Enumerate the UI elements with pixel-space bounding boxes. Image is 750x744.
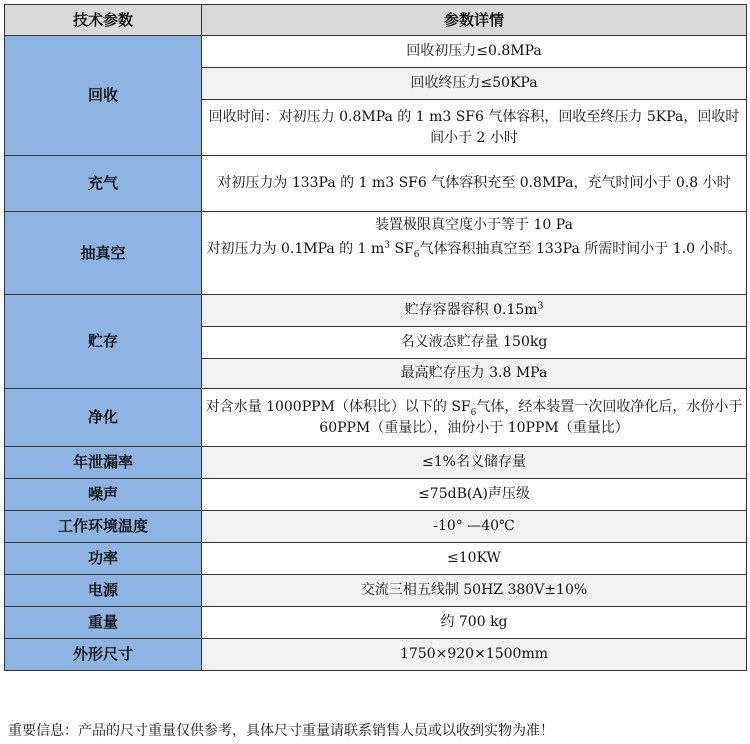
detail-supply: 交流三相五线制 50HZ 380V±10% — [202, 575, 747, 607]
disclaimer-note: 重要信息：产品的尺寸重量仅供参考，具体尺寸重量请联系销售人员或以收到实物为准！ — [8, 723, 554, 739]
table-row — [5, 479, 747, 511]
detail-power: ≤10KW — [202, 543, 747, 575]
param-storage: 贮存 — [5, 295, 202, 389]
table-row — [5, 607, 747, 639]
param-temp: 工作环境温度 — [5, 511, 202, 543]
table-row — [5, 447, 747, 479]
detail-storage-1: 贮存容器容积 $0.15m^3$ — [202, 295, 747, 327]
detail-weight: 约 700 kg — [202, 607, 747, 639]
param-leak: 年泄漏率 — [5, 447, 202, 479]
param-recovery: 回收 — [5, 36, 202, 156]
table-row — [5, 389, 747, 447]
detail-recovery-3: 回收时间：对初压力 0.8MPa 的 1 m3 SF6 气体容积，回收至终压力 5KPa，回收时间小于 2 小时 — [202, 100, 747, 156]
detail-recovery-1: 回收初压力≤0.8MPa — [202, 36, 747, 68]
detail-recovery-2: 回收终压力≤50KPa — [202, 68, 747, 100]
detail-purify: 对含水量 1000PPM（体积比）以下的 $SF_6$气体，经本装置一次回收净化后，水份小于 60PPM（重量比），油份小于 10PPM（重量比） — [202, 389, 747, 447]
table-row — [5, 36, 747, 68]
table-row — [5, 511, 747, 543]
table-row — [5, 156, 747, 212]
table-row — [5, 212, 747, 239]
table-row — [5, 639, 747, 671]
table-row — [5, 575, 747, 607]
detail-noise: ≤75dB(A)声压级 — [202, 479, 747, 511]
header-row — [5, 5, 747, 36]
param-size: 外形尺寸 — [5, 639, 202, 671]
param-purify: 净化 — [5, 389, 202, 447]
detail-leak: ≤1%名义储存量 — [202, 447, 747, 479]
detail-vacuum-2: 对初压力为 0.1MPa 的 1 $m^3$ $SF_6$气体容积抽真空至 133Pa 所需时间小于 1.0 小时。 — [202, 239, 747, 295]
param-vacuum: 抽真空 — [5, 212, 202, 295]
table-row — [5, 295, 747, 327]
param-noise: 噪声 — [5, 479, 202, 511]
spec-table — [4, 4, 747, 671]
detail-temp: -10° —40℃ — [202, 511, 747, 543]
detail-storage-3: 最高贮存压力 3.8 MPa — [202, 359, 747, 389]
param-weight: 重量 — [5, 607, 202, 639]
header-param: 技术参数 — [5, 5, 202, 36]
param-supply: 电源 — [5, 575, 202, 607]
table-row — [5, 543, 747, 575]
detail-storage-2: 名义液态贮存量 150kg — [202, 327, 747, 359]
param-power: 功率 — [5, 543, 202, 575]
detail-vacuum-1: 装置极限真空度小于等于 10 Pa — [202, 212, 747, 239]
param-charging: 充气 — [5, 156, 202, 212]
header-detail: 参数详情 — [202, 5, 747, 36]
detail-charging: 对初压力为 133Pa 的 1 m3 SF6 气体容积充至 0.8MPa，充气时间小于 0.8 小时 — [202, 156, 747, 212]
detail-size: 1750×920×1500mm — [202, 639, 747, 671]
